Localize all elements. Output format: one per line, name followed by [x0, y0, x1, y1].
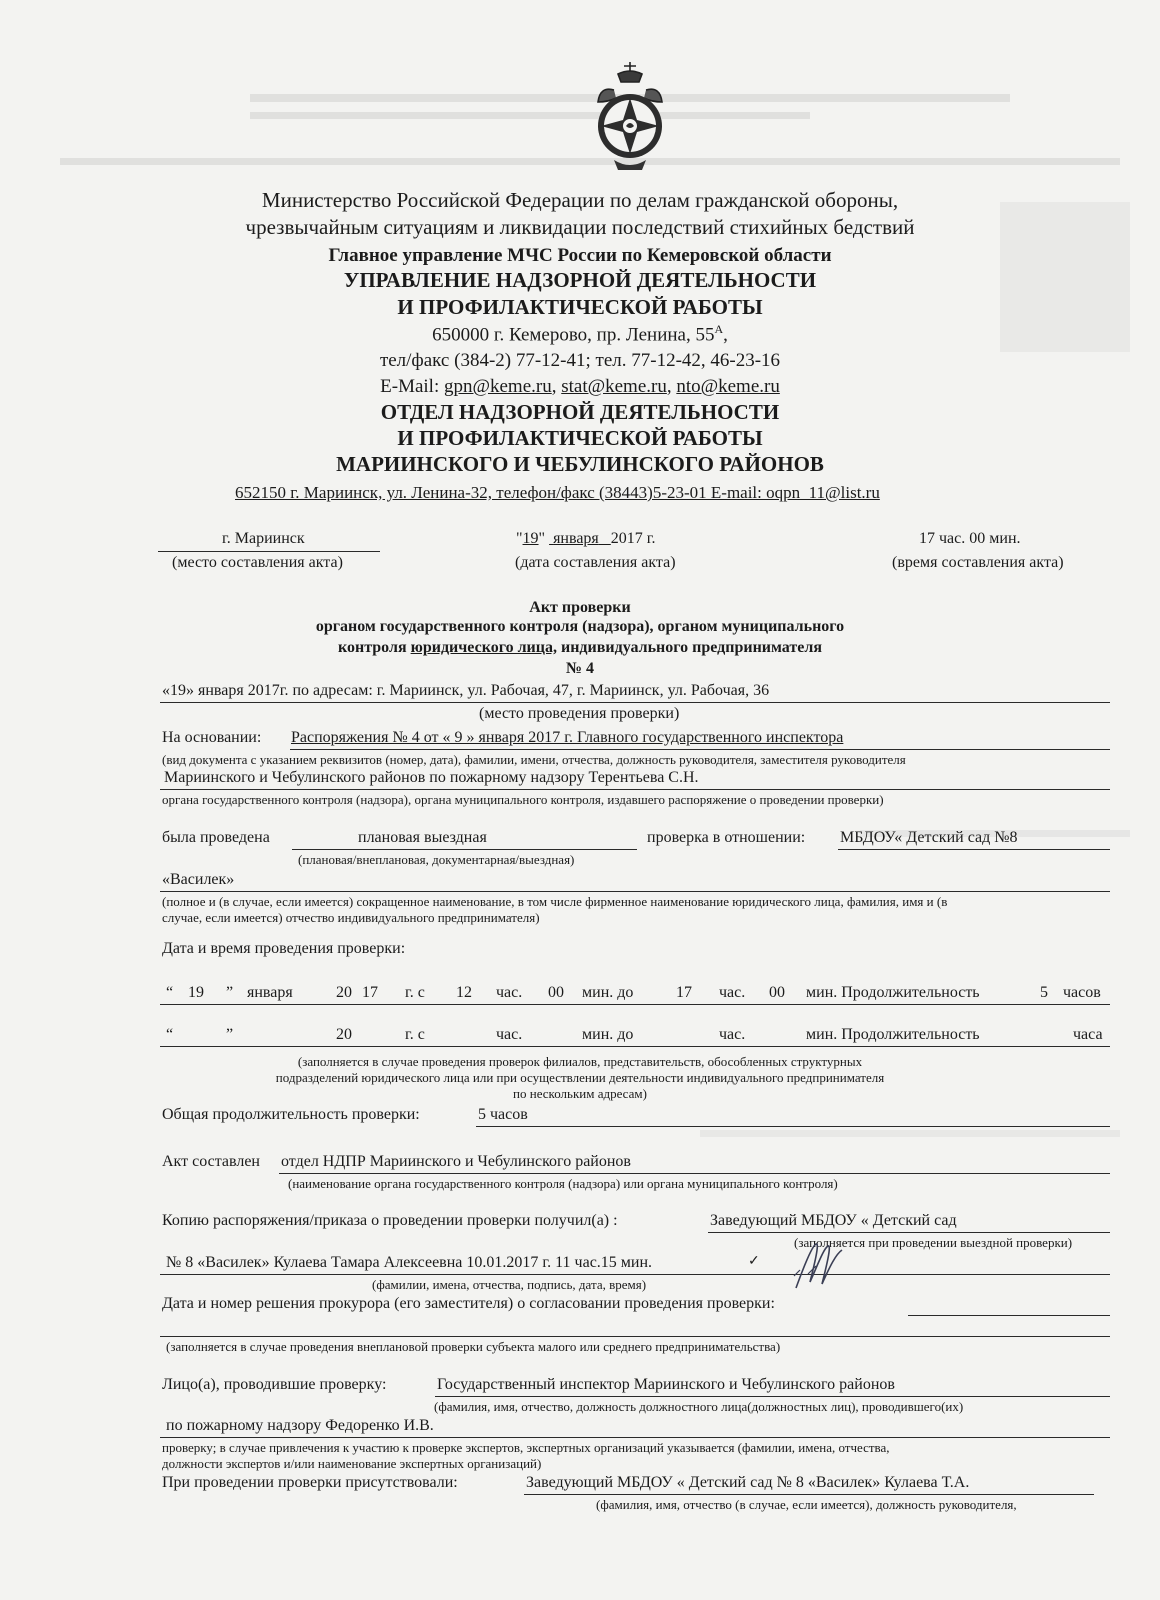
dept-line-1: ОТДЕЛ НАДЗОРНОЙ ДЕЯТЕЛЬНОСТИ [380, 400, 780, 424]
act-title: Акт проверки [529, 599, 631, 616]
ministry-line-1: Министерство Российской Федерации по делам гражданской обороны, [261, 188, 899, 212]
dept-line-2: И ПРОФИЛАКТИЧЕСКОЙ РАБОТЫ [397, 426, 763, 450]
copy-received-label: Копию распоряжения/приказа о проведении проверки получил(а) : [162, 1212, 618, 1229]
inspection-location: «19» января 2017г. по адресам: г. Мариинск, ул. Рабочая, 47, г. Мариинск, ул. Рабочая, 36 [162, 682, 770, 699]
basis-value: Распоряжения № 4 от « 9 » января 2017 г. Главного государственного инспектора [291, 729, 844, 746]
act-time-caption: (время составления акта) [892, 554, 1064, 571]
conducted-caption: (плановая/внеплановая, документарная/выездная) [298, 852, 575, 867]
copy-received-caption-2: (фамилии, имена, отчества, подпись, дата, время) [372, 1277, 647, 1292]
act-date-caption: (дата составления акта) [515, 554, 676, 571]
schedule-caption-1: (заполняется в случае проведения проверок филиалов, представительств, обособленных структурных [297, 1054, 863, 1069]
unit-line-1: УПРАВЛЕНИЕ НАДЗОРНОЙ ДЕЯТЕЛЬНОСТИ [343, 268, 817, 292]
organization-name: «Василек» [162, 871, 235, 888]
inspectors-value-2: по пожарному надзору Федоренко И.В. [166, 1417, 434, 1434]
total-duration-label: Общая продолжительность проверки: [162, 1106, 420, 1123]
schedule-caption-3: по нескольким адресам) [513, 1086, 647, 1101]
basis-caption: (вид документа с указанием реквизитов (номер, дата), фамилии, имени, отчества, должность руководителя, заместителя руководителя [162, 752, 906, 767]
act-time: 17 час. 00 мин. [919, 530, 1021, 547]
unit-phones: тел/факс (384-2) 77-12-41; тел. 77-12-42, 46-23-16 [379, 350, 781, 371]
act-title-line-3: контроля юридического лица, индивидуального предпринимателя [338, 639, 822, 656]
inspectors-label: Лицо(а), проводившие проверку: [162, 1376, 387, 1393]
act-place: г. Мариинск [222, 530, 305, 547]
conducted-value: плановая выездная [358, 829, 487, 846]
compiled-label: Акт составлен [162, 1153, 260, 1170]
dept-contacts: 652150 г. Мариинск, ул. Ленина-32, телефон/факс (38443)5-23-01 E-mail: oqpn_11@list.ru [235, 483, 880, 502]
document-page: Министерство Российской Федерации по делам гражданской обороны, чрезвычайным ситуациям и ликвидации последствий стихийных бедствий Главное управление МЧС России по Кемеровской области УПРАВЛЕНИЕ НАДЗОРНОЙ ДЕЯТЕЛЬНОСТИ И ПРОФИЛАКТИЧЕСКОЙ РАБОТЫ 650000 г. Кемерово, пр. Ленина, $55^А$, тел/факс (384-2) 77-12-41; тел. 77-12-42, 46-23-16 E-Mail: gpn@keme.ru, stat@keme.ru, nto@keme.ru ОТДЕЛ НАДЗОРНОЙ ДЕЯТЕЛЬНОСТИ И ПРОФИЛАКТИЧЕСКОЙ РАБОТЫ МАРИИНСКОГО И ЧЕБУЛИНСКОГО РАЙОНОВ 652150 г. Мариинск, ул. Ленина-32, телефон/факс (38443)5-23-01 E-mail: oqpn_11@list.ru г. Мариинск (место составления акта) "19" января 2017 г. (дата составления акта) 17 час. 00 мин. (время составления акта) Акт проверки органом государственного контроля (надзора), органом муниципального контроля юридического лица, индивидуального предпринимателя № 4 «19» января 2017г. по адресам: г. Мариинск, ул. Рабочая, 47, г. Мариинск, ул. Рабочая, 36 (место проведения проверки) На основании: Распоряжения № 4 от « 9 » января 2017 г. Главного государственного инспектора (вид документа с указанием реквизитов (номер, дата), фамилии, имени, отчества, должность руководителя, заместителя руководителя Мариинского и Чебулинского районов по пожарному надзору Терентьева С.Н. органа государственного контроля (надзора), органа муниципального контроля, издавшего распоряжение о проведении проверки) была проведена плановая выездная проверка в отношении: МБДОУ« Детский сад №8 (плановая/внеплановая, документарная/выездная) «Василек» (полное и (в случае, если имеется) сокращенное наименование, в том числе фирменное наименование юридического лица, фамилия, имя и (в случае, если имеется) отчество индивидуального предпринимателя) Дата и время проведения проверки: “ 19 ” января 20 17 г. с 12 час. 00 мин. до 17 час. 00 мин. Продолжительность 5 часов “ ” 20 г. с час. мин. до час. мин. Продолжительность часа (заполняется в случае проведения проверок филиалов, представительств, обособленных структурных подразделений юридического лица или при осуществлении деятельности индивидуального предпринимателя по нескольким адресам) Общая продолжительность проверки: 5 часов Акт составлен отдел НДПР Мариинского и Чебулинского районов (наименование органа государственного контроля (надзора) или органа муниципального контроля) Копию распоряжения/приказа о проведении проверки получил(а) : Заведующий МБДОУ « Детский сад (заполняется при проведении выездной проверки) № 8 «Василек» Кулаева Тамара Алексеевна 10.01.2017 г. 11 час.15 мин. ✓ (фамилии, имена, отчества, подпись, дата, время) Дата и номер решения прокурора (его заместителя) о согласовании проведения проверки: (заполняется в случае проведения внеплановой проверки субъекта малого или среднего предпринимательства) Лицо(а), проводившие проверку: Государственный инспектор Мариинского и Чебулинского районов (фамилия, имя, отчество, должность должностного лица(должностных лиц), проводившего(их) по пожарному надзору Федоренко И.В. проверку; в случае привлечения к участию к проверке экспертов, экспертных организаций указывается (фамилии, имена, отчества, должности экспертов и/или наименование экспертных организаций) При проведении проверки присутствовали: Заведующий МБДОУ « Детский сад № 8 «Василек» Кулаева Т.А. (фамилия, имя, отчество (в случае, если имеется), должность руководителя, [0, 0, 1160, 1600]
compiled-value: отдел НДПР Мариинского и Чебулинского районов [281, 1153, 631, 1170]
inspectors-caption-3: должности экспертов и/или наименование экспертных организаций) [162, 1456, 542, 1471]
copy-received-value-2: № 8 «Василек» Кулаева Тамара Алексеевна 10.01.2017 г. 11 час.15 мин. [166, 1254, 653, 1271]
main-department: Главное управление МЧС России по Кемеровской области [328, 245, 832, 266]
organization-caption-2: случае, если имеется) отчество индивидуального предпринимателя) [162, 910, 540, 925]
schedule-caption-2: подразделений юридического лица или при осуществлении деятельности индивидуального предпринимателя [275, 1070, 885, 1085]
inspection-location-caption: (место проведения проверки) [479, 705, 680, 722]
act-title-line-2: органом государственного контроля (надзора), органом муниципального [315, 618, 845, 635]
copy-received-value: Заведующий МБДОУ « Детский сад [710, 1212, 957, 1229]
dept-line-3: МАРИИНСКОГО И ЧЕБУЛИНСКОГО РАЙОНОВ [336, 452, 824, 476]
prosecutor-caption: (заполняется в случае проведения внеплановой проверки субъекта малого или среднего предпринимательства) [166, 1339, 781, 1354]
ministry-line-2: чрезвычайным ситуациям и ликвидации последствий стихийных бедствий [245, 215, 915, 239]
compiled-caption: (наименование органа государственного контроля (надзора) или органа муниципального контроля) [288, 1176, 838, 1191]
handwritten-signature [790, 1236, 850, 1296]
inspectors-caption-2: проверку; в случае привлечения к участию к проверке экспертов, экспертных организаций указывается (фамилии, имена, отчества, [162, 1440, 890, 1455]
total-duration-value: 5 часов [478, 1106, 528, 1123]
email-link-gpn[interactable]: gpn@keme.ru [444, 376, 552, 397]
inspectors-caption-1: (фамилия, имя, отчество, должность должностного лица(должностных лиц), проводившего(их) [434, 1399, 964, 1414]
basis-value-2: Мариинского и Чебулинского районов по пожарному надзору Терентьева С.Н. [164, 769, 699, 786]
prosecutor-label: Дата и номер решения прокурора (его заместителя) о согласовании проведения проверки: [162, 1295, 775, 1312]
mchs-emblem-icon [594, 60, 666, 178]
present-label: При проведении проверки присутствовали: [162, 1474, 458, 1491]
copy-received-caption: (заполняется при проведении выездной проверки) [794, 1235, 1073, 1250]
basis-label: На основании: [162, 729, 262, 746]
organization-caption-1: (полное и (в случае, если имеется) сокращенное наименование, в том числе фирменное наименование юридического лица, фамилия, имя и (в [162, 894, 948, 909]
unit-address: 650000 г. Кемерово, пр. Ленина, $55^А$, [432, 322, 728, 346]
inspectors-value: Государственный инспектор Мариинского и Чебулинского районов [437, 1376, 895, 1393]
unit-line-2: И ПРОФИЛАКТИЧЕСКОЙ РАБОТЫ [397, 295, 763, 319]
act-place-caption: (место составления акта) [172, 554, 343, 571]
email-link-nto[interactable]: nto@keme.ru [676, 376, 780, 397]
schedule-label: Дата и время проведения проверки: [162, 940, 406, 957]
present-value: Заведующий МБДОУ « Детский сад № 8 «Василек» Кулаева Т.А. [526, 1474, 970, 1491]
unit-emails: E-Mail: gpn@keme.ru, stat@keme.ru, nto@keme.ru [380, 376, 780, 397]
act-number: № 4 [565, 660, 595, 677]
bleed-through-text [700, 1130, 1120, 1137]
bleed-through-text [60, 158, 1120, 165]
regard-label: проверка в отношении: [647, 829, 806, 846]
basis-caption-2: органа государственного контроля (надзора), органа муниципального контроля, издавшего распоряжение о проведении проверки) [162, 792, 884, 807]
email-link-stat[interactable]: stat@keme.ru [561, 376, 667, 397]
bleed-through-text [250, 112, 810, 119]
check-mark-icon: ✓ [748, 1254, 760, 1269]
present-caption: (фамилия, имя, отчество (в случае, если имеется), должность руководителя, [596, 1497, 1017, 1512]
act-date: "19" января 2017 г. [516, 530, 656, 547]
regard-value: МБДОУ« Детский сад №8 [840, 829, 1018, 846]
conducted-label: была проведена [162, 829, 270, 846]
